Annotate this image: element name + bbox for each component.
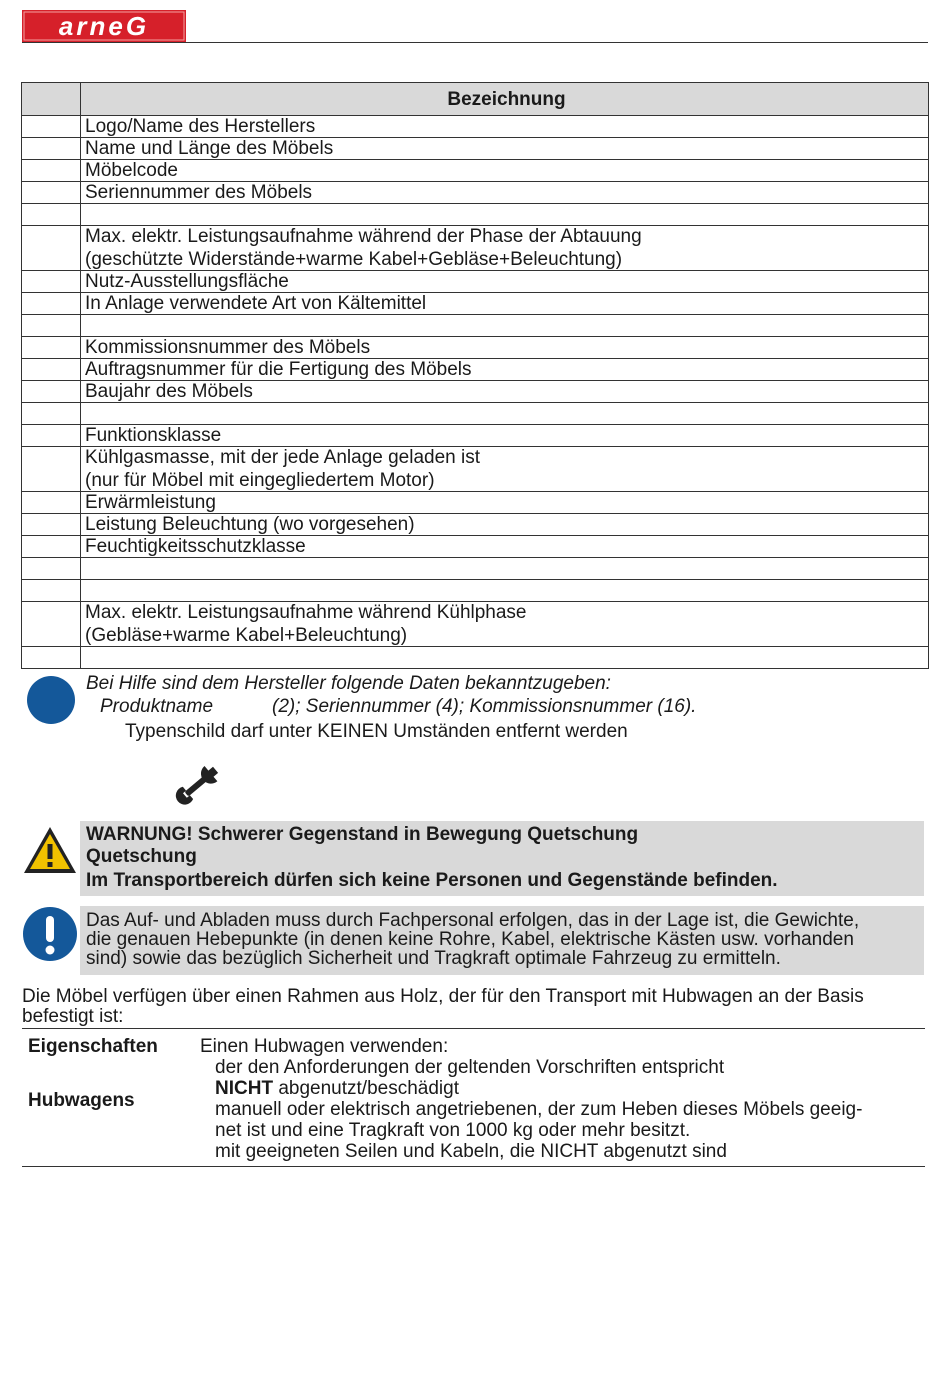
wrench-icon bbox=[174, 758, 228, 806]
designation-table bbox=[21, 82, 929, 669]
designation-cell bbox=[81, 271, 929, 293]
help-note-product-name: Produktname bbox=[100, 696, 214, 717]
nameplate-note: Typenschild darf unter KEINEN Umständen entfernt werden bbox=[125, 721, 628, 742]
table-row bbox=[22, 116, 929, 138]
designation-cell bbox=[81, 315, 929, 337]
requirement-item-4: mit geeigneten Seilen und Kabeln, die NICHT abgenutzt sind bbox=[215, 1141, 727, 1162]
loading-line2: die genauen Hebepunkte (in denen keine Rohre, Kabel, elektrische Kästen usw. vorhanden bbox=[86, 929, 854, 950]
properties-top-rule bbox=[22, 1028, 925, 1029]
row-number-cell bbox=[22, 403, 81, 425]
row-number-cell bbox=[22, 293, 81, 315]
designation-cell bbox=[81, 204, 929, 226]
designation-cell bbox=[81, 359, 929, 381]
designation-cell bbox=[81, 138, 929, 160]
row-number-cell bbox=[22, 536, 81, 558]
designation-text: Logo/Name des Herstellers bbox=[85, 116, 316, 137]
table-header-row bbox=[22, 83, 929, 116]
warning-title: WARNUNG! Schwerer Gegenstand in Bewegung Quetschung bbox=[86, 824, 639, 845]
table-row bbox=[22, 271, 929, 293]
designation-text: Baujahr des Möbels bbox=[85, 381, 253, 402]
table-row bbox=[22, 425, 929, 447]
designation-cell bbox=[81, 293, 929, 315]
row-number-cell bbox=[22, 580, 81, 602]
designation-cell bbox=[81, 226, 929, 271]
row-number-cell bbox=[22, 160, 81, 182]
row-number-cell bbox=[22, 315, 81, 337]
properties-bottom-rule bbox=[22, 1166, 925, 1167]
table-row bbox=[22, 580, 929, 602]
table-row bbox=[22, 602, 929, 647]
designation-text: Kühlgasmasse, mit der jede Anlage geladen ist bbox=[85, 447, 481, 468]
designation-cell bbox=[81, 160, 929, 182]
table-row bbox=[22, 381, 929, 403]
requirement-item-2 bbox=[215, 1078, 862, 1099]
requirement-item-2-rest: abgenutzt/beschädigt bbox=[273, 1078, 459, 1099]
logo-text: arneG bbox=[58, 11, 150, 41]
table-row bbox=[22, 492, 929, 514]
row-number-cell bbox=[22, 425, 81, 447]
row-number-cell bbox=[22, 514, 81, 536]
table-row bbox=[22, 182, 929, 204]
info-circle-icon bbox=[27, 676, 75, 724]
designation-cell bbox=[81, 447, 929, 492]
table-row bbox=[22, 536, 929, 558]
table-row bbox=[22, 447, 929, 492]
loading-line1: Das Auf- und Abladen muss durch Fachpersonal erfolgen, das in der Lage ist, die Gewichte, bbox=[86, 910, 860, 931]
designation-text: (geschützte Widerstände+warme Kabel+Gebläse+Beleuchtung) bbox=[85, 249, 623, 270]
arneg-logo bbox=[22, 10, 186, 42]
designation-text: Leistung Beleuchtung (wo vorgesehen) bbox=[85, 514, 415, 535]
row-number-cell bbox=[22, 492, 81, 514]
requirement-item-3a: manuell oder elektrisch angetriebenen, der zum Heben dieses Möbels geeig- bbox=[215, 1099, 863, 1120]
table-row bbox=[22, 514, 929, 536]
number-header-cell bbox=[22, 83, 81, 116]
designation-text: Feuchtigkeitsschutzklasse bbox=[85, 536, 306, 557]
header-divider bbox=[22, 42, 928, 43]
properties-intro: Einen Hubwagen verwenden: bbox=[200, 1036, 449, 1057]
designation-text: (nur für Möbel mit eingegliedertem Motor) bbox=[85, 470, 435, 491]
table-row bbox=[22, 160, 929, 182]
row-number-cell bbox=[22, 602, 81, 647]
table-row bbox=[22, 359, 929, 381]
table-row bbox=[22, 293, 929, 315]
frame-paragraph-line1: Die Möbel verfügen über einen Rahmen aus Holz, der für den Transport mit Hubwagen an der Basis bbox=[22, 986, 864, 1007]
designation-cell bbox=[81, 381, 929, 403]
row-number-cell bbox=[22, 116, 81, 138]
row-number-cell bbox=[22, 204, 81, 226]
row-number-cell bbox=[22, 271, 81, 293]
designation-cell bbox=[81, 580, 929, 602]
warning-triangle-icon bbox=[22, 824, 78, 876]
designation-text: Möbelcode bbox=[85, 160, 178, 181]
loading-line3: sind) sowie das bezüglich Sicherheit und Tragkraft optimale Fahrzeug zu ermitteln. bbox=[86, 948, 781, 969]
row-number-cell bbox=[22, 381, 81, 403]
designation-cell bbox=[81, 337, 929, 359]
warning-text: Im Transportbereich dürfen sich keine Personen und Gegenstände befinden. bbox=[86, 870, 778, 891]
designation-cell bbox=[81, 514, 929, 536]
requirement-item-1: der den Anforderungen der geltenden Vorschriften entspricht bbox=[215, 1057, 725, 1078]
table-row bbox=[22, 226, 929, 271]
row-number-cell bbox=[22, 138, 81, 160]
designation-text: Max. elektr. Leistungsaufnahme während der Phase der Abtauung bbox=[85, 226, 642, 247]
table-row bbox=[22, 315, 929, 337]
designation-header: Bezeichnung bbox=[81, 83, 929, 116]
designation-text: Nutz-Ausstellungsfläche bbox=[85, 271, 289, 292]
designation-text: (Gebläse+warme Kabel+Beleuchtung) bbox=[85, 625, 408, 646]
row-number-cell bbox=[22, 182, 81, 204]
exclamation-circle-icon bbox=[22, 906, 78, 962]
properties-label: Eigenschaften bbox=[28, 1036, 158, 1057]
designation-cell bbox=[81, 116, 929, 138]
designation-cell bbox=[81, 536, 929, 558]
row-number-cell bbox=[22, 359, 81, 381]
table-row bbox=[22, 337, 929, 359]
designation-cell bbox=[81, 647, 929, 669]
designation-text: Auftragsnummer für die Fertigung des Möbels bbox=[85, 359, 472, 380]
help-note-numbers: (2); Seriennummer (4); Kommissionsnummer (16). bbox=[272, 696, 697, 717]
table-row bbox=[22, 558, 929, 580]
designation-cell bbox=[81, 558, 929, 580]
designation-text: Name und Länge des Möbels bbox=[85, 138, 334, 159]
requirement-item-3b: net ist und eine Tragkraft von 1000 kg oder mehr besitzt. bbox=[215, 1120, 691, 1141]
designation-cell bbox=[81, 602, 929, 647]
designation-text: Kommissionsnummer des Möbels bbox=[85, 337, 371, 358]
row-number-cell bbox=[22, 226, 81, 271]
row-number-cell bbox=[22, 337, 81, 359]
designation-text: In Anlage verwendete Art von Kältemittel bbox=[85, 293, 427, 314]
table-row bbox=[22, 204, 929, 226]
designation-text: Erwärmleistung bbox=[85, 492, 216, 513]
loading-instructions-box bbox=[80, 906, 924, 975]
designation-cell bbox=[81, 182, 929, 204]
table-row bbox=[22, 647, 929, 669]
designation-text: Max. elektr. Leistungsaufnahme während Kühlphase bbox=[85, 602, 527, 623]
table-row bbox=[22, 403, 929, 425]
designation-text: Funktionsklasse bbox=[85, 425, 222, 446]
designation-cell bbox=[81, 492, 929, 514]
warning-box bbox=[80, 821, 924, 896]
frame-paragraph-line2: befestigt ist: bbox=[22, 1006, 124, 1027]
pallet-truck-label: Hubwagens bbox=[28, 1090, 135, 1111]
requirement-item-2-bold: NICHT bbox=[215, 1078, 274, 1099]
row-number-cell bbox=[22, 558, 81, 580]
row-number-cell bbox=[22, 447, 81, 492]
designation-text: Seriennummer des Möbels bbox=[85, 182, 313, 203]
properties-content bbox=[200, 1036, 862, 1162]
row-number-cell bbox=[22, 647, 81, 669]
table-row bbox=[22, 138, 929, 160]
warning-subtitle: Quetschung bbox=[86, 846, 197, 867]
designation-cell bbox=[81, 425, 929, 447]
designation-cell bbox=[81, 403, 929, 425]
help-note-line1: Bei Hilfe sind dem Hersteller folgende Daten bekanntzugeben: bbox=[86, 673, 611, 694]
